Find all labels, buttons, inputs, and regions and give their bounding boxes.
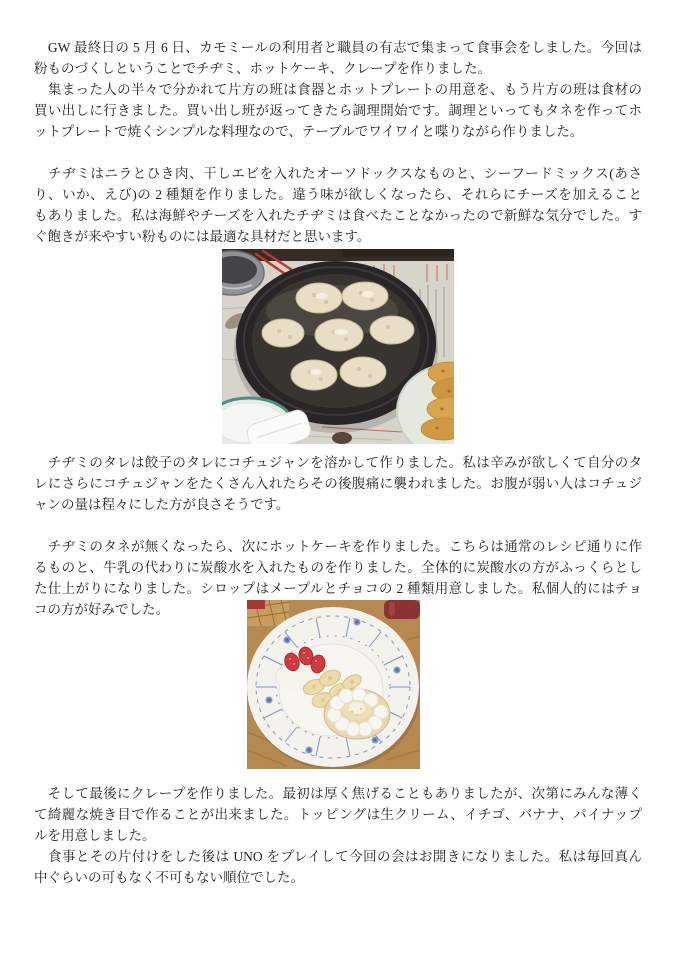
text-line: チヂミのタネが無くなったら、次にホットケーキを作りました。こちらは通常のレシピ通りに作 [34,539,642,554]
paragraph-1 [34,37,642,79]
text-line: もありました。私は海鮮やチーズを入れたチヂミは食べたことなかったので新鮮な気分でした。す [34,208,642,223]
red-cup [384,600,420,619]
text-line: ルを用意しました。 [34,828,156,843]
text-line: ぐ飽きが来やすい粉ものには最適な具材だと思います。 [34,229,371,244]
photo-crepe-plate [247,600,420,769]
paragraph-2 [34,79,642,142]
text-line: 中ぐらいの可もなく不可もない順位でした。 [34,870,304,885]
text-line: レにさらにコチュジャンをたくさん入れたらその後腹痛に襲われました。お腹が弱い人はコチュジ [34,476,642,491]
text-line: そして最後にクレープを作りました。最初は厚く焦げることもありましたが、次第にみんな薄く [34,786,642,801]
text-line: た仕上がりになりました。シロップはメープルとチョコの 2 種類用意しました。私個人的にはチョ [34,581,642,596]
text-line: コの方が好みでした。 [34,602,169,617]
text-line: るものと、牛乳の代わりに炭酸水を入れたものを作りました。全体的に炭酸水の方がふっくらとし [34,560,642,575]
crepe-photo-graphic [247,600,420,769]
text-line: チヂミのタレは餃子のタレにコチュジャンを溶かして作りました。私は辛みが欲しくて自分のタ [34,455,642,470]
photo-chijimi-hotplate [222,249,454,444]
text-line: ットプレートで焼くシンプルな料理なので、テーブルでワイワイと喋りながら作りました。 [34,124,584,139]
text-line: GW 最終日の 5 月 6 日、カモミールの利用者と職員の有志で集まって食事会をしました。今回は [34,40,642,55]
text-line: 買い出しに行きました。買い出し班が返ってきたら調理開始です。調理といってもタネを作ってホ [34,103,642,118]
pancake-with-cream-ring [324,688,390,739]
paragraph-3 [34,163,642,247]
text-line: り、いか、えび)の 2 種類を作りました。違う味が欲しくなったら、それらにチーズを加えること [34,187,642,202]
text-line: て綺麗な焼き目で作ることが出来ました。トッピングは生クリーム、イチゴ、バナナ、パイナップ [34,807,642,822]
paragraph-5 [34,536,642,599]
chijimi-photo-graphic [222,249,454,444]
text-line: ャンの量は程々にした方が良さそうです。 [34,497,290,512]
text-line: 集まった人の半々で分かれて片方の班は食器とホットプレートの用意を、もう片方の班は食材の [34,82,642,97]
paragraph-6 [34,783,642,846]
paragraph-4 [34,452,642,515]
text-line: 粉ものづくしということでチヂミ、ホットケーキ、クレープを作りました。 [34,61,491,76]
paragraph-5-last-line-and-photo [34,599,642,769]
text-line: チヂミはニラとひき肉、干しエビを入れたオーソドックスなものと、シーフードミックス(あさ [34,166,642,181]
paragraph-7 [34,846,642,888]
red-item-top-left [247,600,265,609]
text-line: 食事とその片付けをした後は UNO をプレイして今回の会はお開きになりました。私は毎回真ん [34,849,642,864]
